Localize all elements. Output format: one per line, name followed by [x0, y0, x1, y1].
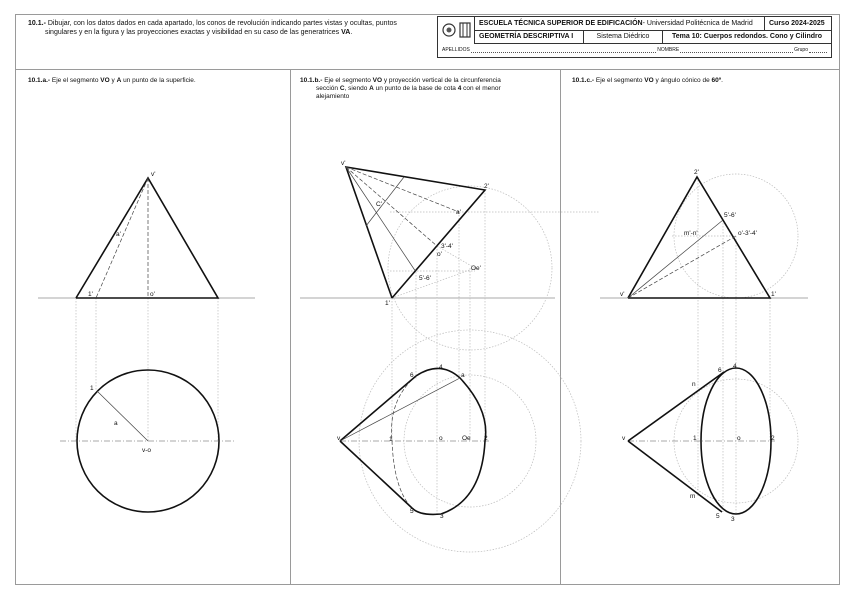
point-label: m'-n': [684, 230, 698, 237]
point-label: 2: [484, 435, 488, 442]
text-span: - Universidad Politécnica de Madrid: [642, 20, 753, 27]
drawing-a: [38, 171, 255, 512]
point-label: o: [737, 435, 741, 442]
cone-elevation: [76, 178, 218, 298]
point-label: Oe: [462, 435, 471, 442]
point-label: v': [341, 160, 346, 167]
text-span: 10.1.a.-: [28, 77, 51, 84]
point-label: v: [622, 435, 626, 442]
point-label: 3: [731, 516, 735, 523]
cone-elevation: [346, 167, 485, 298]
generatrix-va: [346, 167, 459, 212]
generatrix-va: [96, 178, 148, 298]
point-label: 5: [410, 508, 414, 515]
text-span: Tema 10: Cuerpos redondos. Cono y Cilindro: [672, 33, 822, 40]
text-span: con el menor: [461, 85, 501, 92]
point-label: 2': [694, 169, 699, 176]
point-label: 2': [484, 183, 489, 190]
point-label: 1: [389, 436, 393, 443]
text-span: un punto de la superficie.: [121, 77, 196, 84]
text-span: Dibujar, con los datos dados en cada apartado, los conos de revolución indicando partes vistas y ocultas, puntos: [47, 20, 397, 27]
text-span: VO: [644, 77, 654, 84]
point-label: v: [337, 435, 341, 442]
text-span: alejamiento: [316, 93, 350, 100]
name-label: NOMBRE: [657, 47, 680, 53]
text-span: y: [109, 77, 117, 84]
text-span: 10.1.c.-: [572, 77, 595, 84]
text-span: Curso 2024-2025: [769, 20, 825, 27]
text-span: C: [339, 85, 345, 92]
text-span: Eje el segmento: [594, 77, 645, 84]
point-label: 5'-6': [724, 212, 736, 219]
point-label: o: [439, 435, 443, 442]
point-label: 3'-4': [441, 243, 453, 250]
point-label: 1': [771, 291, 776, 298]
base-plan-hidden: [392, 376, 417, 508]
text-span: y ángulo cónico de: [653, 77, 712, 84]
text-span: .: [350, 29, 353, 36]
text-span: , siendo: [344, 85, 370, 92]
point-label: n: [692, 381, 696, 388]
point-label: 6: [718, 367, 722, 374]
text-span: Eje el segmento: [322, 77, 373, 84]
point-label: v-o: [142, 447, 152, 454]
text-span: 60º: [711, 77, 722, 84]
point-label: 1: [693, 435, 697, 442]
drawing-b: [300, 160, 600, 552]
text-span: un punto de la base de cota: [373, 85, 458, 92]
point-label: v': [151, 171, 156, 178]
generatrix-va-plan: [340, 378, 460, 441]
text-span: singulares y en la figura y las proyecciones exactas y visibilidad en su caso de las generatrices: [45, 29, 342, 36]
point-label: v': [620, 291, 625, 298]
point-label: Oe': [471, 265, 481, 272]
point-label: o': [150, 291, 155, 298]
surname-label: APELLIDOS: [442, 47, 470, 53]
point-label: 1': [385, 300, 390, 307]
text-span: 10.1.b.-: [300, 77, 323, 84]
text-span: 4: [457, 85, 462, 92]
generatrix-plan: [97, 391, 148, 441]
point-label: 1': [88, 291, 93, 298]
point-label: o'-3'-4': [738, 230, 757, 237]
text-span: Sistema Diédrico: [596, 33, 650, 40]
text-span: VO: [100, 77, 110, 84]
point-label: a': [456, 209, 461, 216]
point-label: m: [690, 493, 696, 500]
text-span: A: [369, 85, 374, 92]
text-span: VO: [372, 77, 383, 84]
point-label: 5'-6': [419, 275, 431, 282]
point-label: 2: [771, 435, 775, 442]
text-span: 10.1.-: [28, 20, 46, 27]
text-span: A: [116, 77, 122, 84]
text-span: VA: [341, 29, 351, 36]
point-label: 4: [733, 363, 737, 370]
text-span: sección: [316, 85, 340, 92]
section-c: [366, 177, 404, 226]
point-label: a': [116, 231, 121, 238]
point-label: a: [461, 372, 465, 379]
point-label: 5: [716, 513, 720, 520]
group-label: Grupo: [794, 47, 808, 53]
point-label: 4: [439, 364, 443, 371]
point-label: 1: [90, 385, 94, 392]
point-label: 3: [440, 513, 444, 520]
point-label: C': [376, 201, 382, 208]
axis-vo: [628, 236, 736, 298]
point-label: a: [114, 420, 118, 427]
text-span: Eje el segmento: [50, 77, 101, 84]
text-span: GEOMETRÍA DESCRIPTIVA I: [479, 33, 574, 40]
text-span: .: [721, 77, 723, 84]
cone-elevation: [628, 177, 770, 298]
base-plan-visible: [412, 368, 486, 514]
point-label: o': [437, 251, 442, 258]
text-span: ESCUELA TÉCNICA SUPERIOR DE EDIFICACIÓN: [479, 20, 643, 27]
drawing-c: [600, 169, 808, 523]
point-label: 6: [410, 372, 414, 379]
text-span: y proyección vertical de la circunferencia: [382, 77, 501, 84]
